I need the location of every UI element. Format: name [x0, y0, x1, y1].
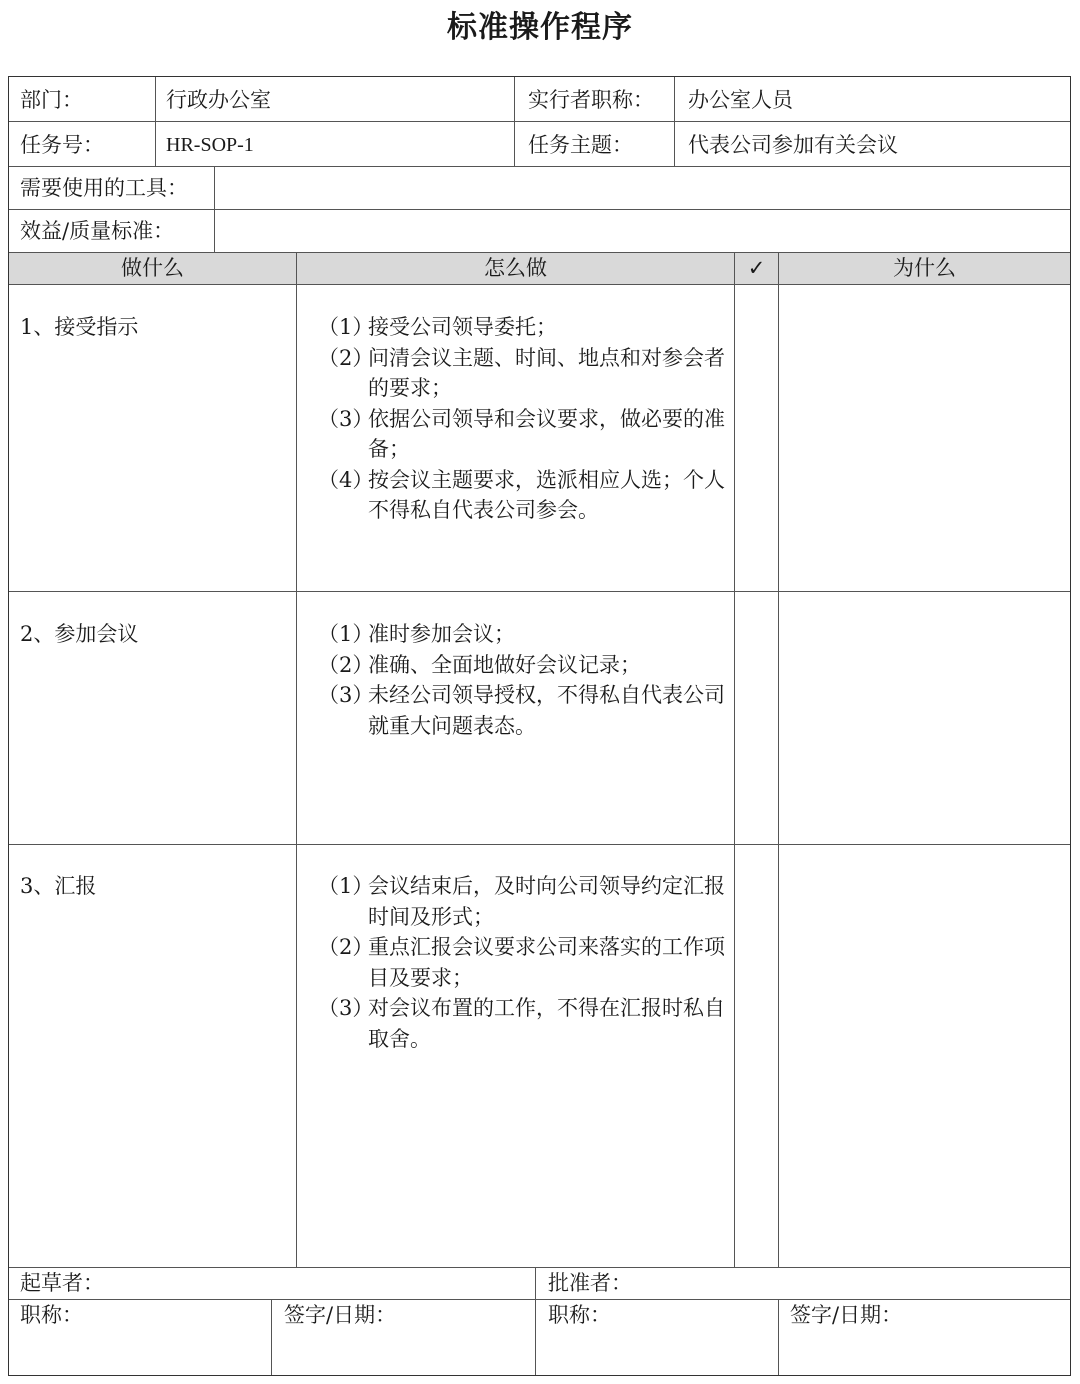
divider — [9, 1299, 1070, 1300]
step-title: 3、汇报 — [20, 874, 97, 898]
divider — [734, 252, 735, 1267]
divider — [271, 1299, 272, 1375]
divider — [155, 77, 156, 166]
divider — [9, 284, 1070, 285]
approver-label: 批准者： — [548, 1271, 632, 1295]
divider — [535, 1267, 536, 1375]
drafter-label: 起草者： — [20, 1271, 104, 1295]
divider — [296, 252, 297, 1267]
header-how: 怎么做 — [484, 256, 547, 280]
dept-value: 行政办公室 — [166, 88, 271, 112]
drafter-title-label: 职称： — [20, 1303, 83, 1327]
header-what: 做什么 — [121, 256, 184, 280]
list-item: （3） 未经公司领导授权，不得私自代表公司就重大问题表态。 — [318, 683, 725, 738]
list-item: （1） 会议结束后，及时向公司领导约定汇报时间及形式； — [318, 874, 725, 929]
divider — [778, 1299, 779, 1375]
divider — [9, 209, 1070, 210]
executor-value: 办公室人员 — [688, 88, 793, 112]
task-no-value: HR-SOP-1 — [166, 134, 254, 156]
header-why: 为什么 — [893, 256, 956, 280]
divider — [9, 121, 1070, 122]
page-title: 标准操作程序 — [447, 10, 633, 45]
divider — [9, 591, 1070, 592]
approver-sign-date-label: 签字/日期： — [790, 1303, 903, 1327]
list-item: （3） 对会议布置的工作，不得在汇报时私自取舍。 — [318, 996, 725, 1051]
step-title: 2、参加会议 — [20, 622, 139, 646]
drafter-sign-date-label: 签字/日期： — [284, 1303, 397, 1327]
list-item: （4） 按会议主题要求，选派相应人选；个人不得私自代表公司参会。 — [318, 467, 725, 522]
task-topic-label: 任务主题： — [528, 133, 633, 157]
divider — [9, 1267, 1070, 1268]
task-topic-value: 代表公司参加有关会议 — [688, 133, 898, 157]
standard-label: 效益/质量标准： — [20, 219, 175, 243]
executor-label: 实行者职称： — [528, 88, 654, 112]
list-item: （1） 准时参加会议； — [318, 622, 515, 646]
divider — [514, 77, 515, 166]
divider — [674, 77, 675, 166]
list-item: （3） 依据公司领导和会议要求，做必要的准备； — [318, 406, 725, 461]
step-instructions — [318, 871, 726, 1054]
approver-title-label: 职称： — [548, 1303, 611, 1327]
divider — [214, 166, 215, 252]
divider — [9, 166, 1070, 167]
divider — [9, 844, 1070, 845]
divider — [778, 252, 779, 1267]
list-item: （1） 接受公司领导委托； — [318, 315, 557, 339]
task-no-label: 任务号： — [20, 133, 104, 157]
dept-label: 部门： — [20, 88, 83, 112]
list-item: （2） 问清会议主题、时间、地点和对参会者的要求； — [318, 345, 725, 400]
tools-label: 需要使用的工具： — [20, 176, 188, 200]
header-check: ✓ — [747, 256, 766, 280]
step-instructions — [318, 312, 726, 526]
step-title: 1、接受指示 — [20, 315, 139, 339]
step-instructions — [318, 619, 726, 741]
list-item: （2） 重点汇报会议要求公司来落实的工作项目及要求； — [318, 935, 725, 990]
list-item: （2） 准确、全面地做好会议记录； — [318, 652, 641, 677]
